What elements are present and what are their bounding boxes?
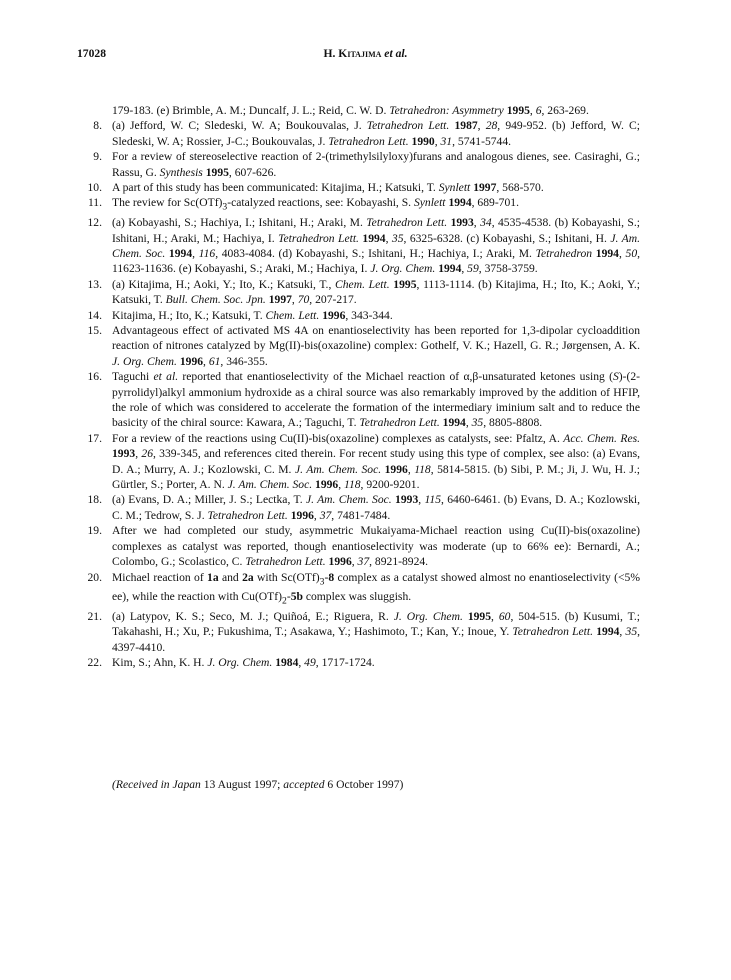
reference-text: 2 xyxy=(281,595,287,607)
reference-number: 19. xyxy=(87,524,102,538)
reference-text: 1996 xyxy=(322,308,346,322)
reference-text: 31 xyxy=(440,134,453,148)
reference-number: 16. xyxy=(87,370,102,384)
reference-item xyxy=(87,570,640,609)
reference-text: , xyxy=(203,354,209,368)
reference-text: Tetrahedron Lett. xyxy=(328,134,409,148)
reference-text: 118 xyxy=(414,462,431,476)
reference-item xyxy=(87,492,641,523)
reference-text: 1995 xyxy=(205,165,229,179)
reference-item xyxy=(87,323,640,369)
reference-item xyxy=(87,215,641,277)
reference-text: J. Org. Chem. xyxy=(370,262,436,276)
reference-text: The review for Sc(OTf) xyxy=(112,196,223,210)
reference-text: 35 xyxy=(391,231,404,245)
reference-text: , xyxy=(477,119,486,133)
reference-text: Tetrahedron Lett. xyxy=(512,625,594,639)
reference-text: (a) Kobayashi, S.; Hachiya, I.; Ishitani, H.; Araki, M. xyxy=(112,216,367,230)
reference-text: Tetrahedron: Asymmetry xyxy=(389,104,504,117)
reference-text: Tetrahedron Lett. xyxy=(278,231,359,245)
reference-text: 61 xyxy=(208,354,221,368)
reference-text: , xyxy=(407,462,415,476)
reference-text: (a) Kitajima, H.; Aoki, Y.; Ito, K.; Katsuki, T., xyxy=(112,277,336,291)
reference-text: , 343-344. xyxy=(345,308,393,322)
reference-text: Kitajima, H.; Ito, K.; Katsuki, T. xyxy=(112,308,266,322)
reference-text: 1996 xyxy=(384,462,408,476)
reference-number: 12. xyxy=(87,216,102,230)
reference-text: 1994 xyxy=(595,246,619,260)
reference-text: , 4535-4538. (b) Kobayashi, S.; Ishitani, H.; Araki, M.; Hachiya, I. xyxy=(112,216,640,245)
reference-text: 35 xyxy=(625,625,638,639)
reference-text: , 8921-8924. xyxy=(369,555,429,569)
reference-text: Taguchi xyxy=(112,370,154,384)
running-head xyxy=(0,47,731,60)
reference-text: , 263-269. xyxy=(541,104,589,117)
reference-item xyxy=(87,277,641,308)
reference-item xyxy=(87,180,640,195)
reference-text: 3 xyxy=(222,201,228,213)
reference-text: , xyxy=(291,293,298,307)
reference-text: A part of this study has been communicated: Kitajima, H.; Katsuki, T. xyxy=(112,181,439,195)
reference-text: 1996 xyxy=(315,478,339,492)
accepted-label: accepted xyxy=(283,778,325,791)
reference-item xyxy=(93,118,641,149)
reference-text: Synlett xyxy=(413,196,446,210)
reference-text: 8 xyxy=(328,570,335,584)
reference-text: Tetrahedron Lett. xyxy=(359,416,440,430)
reference-text: , 568-570. xyxy=(496,181,544,195)
reference-text: Tetrahedron Lett. xyxy=(366,119,450,133)
reference-text: J. Org. Chem. xyxy=(207,656,273,670)
reference-text: Michael reaction of xyxy=(112,570,208,584)
reference-text: , 8805-8808. xyxy=(483,416,543,430)
reference-text: , xyxy=(338,478,345,492)
reference-text: 1995 xyxy=(506,104,530,117)
reference-text: J. Am. Chem. Soc. xyxy=(227,478,313,492)
reference-text: , 6460-6461. (b) Evans, D. A.; Kozlowski, C. M.; Tedrow, S. J. xyxy=(112,493,641,522)
reference-text: 1993 xyxy=(395,493,419,507)
reference-text: , 5814-5815. (b) Sibi, P. M.; Ji, J. Wu, H. J.; Gürtler, S.; Porter, A. N. xyxy=(112,462,640,492)
reference-item xyxy=(93,149,640,180)
reference-text: 6 xyxy=(535,104,542,117)
reference-text: , 949-952. (b) Jefford, W. C; Sledeski, W. A; Rossier, J-C.; Boukouvalas, J. xyxy=(112,119,641,148)
reference-text: , 207-217. xyxy=(309,293,357,307)
reference-text: 49 xyxy=(304,656,316,670)
reference-text: complex was sluggish. xyxy=(302,590,412,604)
reference-item xyxy=(87,431,641,493)
reference-number: 9. xyxy=(93,150,102,164)
reference-text: (a) Jefford, W. C; Sledeski, W. A; Boukouvalas, J. xyxy=(112,119,367,133)
reference-text: 35 xyxy=(471,416,484,430)
reference-text: 28 xyxy=(485,119,498,133)
reference-text: (a) Evans, D. A.; Miller, J. S.; Lectka, T. xyxy=(112,493,306,507)
reference-text: Tetrahedron Lett. xyxy=(366,216,448,230)
reference-text: , xyxy=(529,104,536,117)
reference-text: - xyxy=(324,570,329,584)
reference-text: , 3758-3759. xyxy=(478,262,538,276)
reference-text: After we had completed our study, asymmetric Mukaiyama-Michael reaction using Cu(II)-bis(oxazoline) complexes as catalyst was reported, though enantioselectivity was moderate (up to 66% ee): Bernardi, A.; Colombo, G.; Scolastico, C. xyxy=(112,524,640,569)
reference-text: Tetrahedron Lett. xyxy=(245,555,326,569)
reference-text: , 7481-7484. xyxy=(331,508,391,522)
reference-text: 37 xyxy=(319,508,332,522)
reference-text: J. Am. Chem. Soc. xyxy=(305,493,392,507)
reference-text: Synthesis xyxy=(159,165,203,179)
reference-text: , 4397-4410. xyxy=(112,625,641,654)
reference-text: and xyxy=(218,570,243,584)
reference-text: , xyxy=(418,493,425,507)
reference-text: 60 xyxy=(498,609,511,623)
reference-text: 1996 xyxy=(328,555,352,569)
reference-text: 59 xyxy=(467,262,479,276)
received-date: 13 August 1997; xyxy=(200,778,284,791)
reference-text: 179-183. (e) Brimble, A. M.; Duncalf, J. L.; Reid, C. W. D. xyxy=(112,104,390,117)
reference-number: 11. xyxy=(87,196,102,210)
reference-list xyxy=(87,103,641,671)
reference-text: 1993 xyxy=(450,216,474,230)
reference-text: 116 xyxy=(198,246,216,260)
reference-text: 1987 xyxy=(454,119,478,133)
reference-text: 34 xyxy=(480,216,492,230)
reference-text: - xyxy=(286,590,291,604)
reference-text: S xyxy=(612,370,619,384)
reference-number: 20. xyxy=(87,570,102,584)
reference-text: , xyxy=(135,447,142,461)
reference-text: , xyxy=(298,656,305,670)
reference-text: -catalyzed reactions, see: Kobayashi, S. xyxy=(227,196,414,210)
reference-text: Chem. Lett. xyxy=(265,308,320,322)
reference-text: 1994 xyxy=(438,262,462,276)
reference-text: , 9200-9201. xyxy=(360,478,420,492)
reference-number: 13. xyxy=(87,277,102,291)
running-head-author-surname: itajima xyxy=(347,47,382,60)
reference-text: Synlett xyxy=(438,181,471,195)
reference-text: , xyxy=(351,555,358,569)
reference-text: Acc. Chem. Res. xyxy=(563,431,640,445)
accepted-date: 6 October 1997) xyxy=(324,778,404,791)
reference-number: 15. xyxy=(87,324,102,337)
reference-number: 8. xyxy=(93,119,102,133)
reference-text: , xyxy=(461,262,468,276)
running-head-et-al: et al. xyxy=(381,47,408,60)
reference-text: 1995 xyxy=(393,277,417,291)
reference-text: , xyxy=(491,609,499,623)
reference-number: 22. xyxy=(87,656,102,670)
reference-text: , 5741-5744. xyxy=(452,134,512,148)
reference-text: , xyxy=(385,231,392,245)
reference-text: Tetrahedron xyxy=(535,246,593,260)
reference-text: 115 xyxy=(424,493,441,507)
reference-text: , xyxy=(313,508,320,522)
reference-number: 10. xyxy=(87,181,102,195)
reference-text: reported that enantioselectivity of the Michael reaction of α,β-unsaturated ketones using ( xyxy=(178,370,613,384)
reference-text: , 1113-1114. (b) Kitajima, H.; Ito, K.; Aoki, Y.; Katsuki, T. xyxy=(112,277,641,307)
reference-text: complex as a catalyst showed almost no enantioselectivity (<5% ee), while the reaction with Cu(OTf) xyxy=(112,570,640,604)
reference-item xyxy=(112,103,640,118)
reference-text: Bull. Chem. Soc. Jpn. xyxy=(165,293,266,307)
reference-text: , 346-355. xyxy=(220,354,268,368)
reference-text: , xyxy=(619,625,626,639)
reference-number: 17. xyxy=(87,431,102,445)
reference-text: J. Org. Chem. xyxy=(112,354,177,368)
reference-text: 1990 xyxy=(411,134,435,148)
reference-text: 1984 xyxy=(275,656,299,670)
reference-text: , xyxy=(465,416,472,430)
reference-text: , 4083-4084. (d) Kobayashi, S.; Ishitani, H.; Hachiya, I.; Araki, M. xyxy=(215,246,536,260)
reference-text: 1994 xyxy=(448,196,472,210)
reference-text: , 689-701. xyxy=(471,196,519,210)
reference-text: Tetrahedron Lett. xyxy=(207,508,288,522)
reference-text: 26 xyxy=(141,447,153,461)
reference-text: , xyxy=(192,246,199,260)
received-accepted-note xyxy=(112,778,403,791)
reference-text: , xyxy=(618,246,626,260)
reference-number: 14. xyxy=(87,308,102,322)
reference-text: 3 xyxy=(319,575,325,587)
reference-text: 50 xyxy=(625,246,638,260)
reference-text: Advantageous effect of activated MS 4A on enantioselectivity has been reported for 1,3-dipolar cycloaddition reaction of nitrones catalyzed by Mg(II)-bis(oxazoline) complex: Gothelf, V. K.; Hazell, G. R.; Jørgensen, A. K. xyxy=(112,324,640,353)
reference-text: , 607-626. xyxy=(228,165,277,179)
reference-text: , 11623-11636. (e) Kobayashi, S.; Araki, M.; Hachiya, I. xyxy=(112,246,641,276)
reference-text: 37 xyxy=(357,555,370,569)
page-number: 17028 xyxy=(77,47,106,60)
received-label: (Received in Japan xyxy=(112,778,201,791)
reference-text: J. Am. Chem. Soc. xyxy=(112,231,641,260)
reference-text: )-(2-pyrrolidyl)alkyl ammonium hydroxide as a chiral source was also remarkably improved by the addition of HFIP, the role of which was considered to accelerate the formation of the intermediary iminium salt and to reduce the basicity of the chiral source: Kawara, A.; Taguchi, T. xyxy=(112,370,641,430)
reference-text: Kim, S.; Ahn, K. H. xyxy=(112,656,208,670)
reference-item xyxy=(87,195,640,215)
reference-text: J. Org. Chem. xyxy=(393,609,463,623)
reference-text: 70 xyxy=(297,293,310,307)
reference-text: 1996 xyxy=(290,508,314,522)
running-head-author-initial: H. K xyxy=(323,47,348,60)
reference-text: 2a xyxy=(242,570,254,584)
reference-item xyxy=(87,369,641,431)
reference-text: 118 xyxy=(344,478,361,492)
reference-text: et al. xyxy=(153,370,179,384)
reference-number: 21. xyxy=(87,609,102,623)
reference-text: with Sc(OTf) xyxy=(253,570,320,584)
reference-text: 1994 xyxy=(362,231,386,245)
reference-text: , xyxy=(434,134,441,148)
reference-text: 1997 xyxy=(473,181,497,195)
reference-text: For a review of stereoselective reaction of 2-(trimethylsilyloxy)furans and analogous dienes, see. Casiraghi, G.; Rassu, G. xyxy=(112,150,640,179)
reference-item xyxy=(87,308,640,323)
reference-text: For a review of the reactions using Cu(II)-bis(oxazoline) complexes as catalysts, see: Pfaltz, A. xyxy=(112,431,564,445)
reference-item xyxy=(87,523,640,569)
reference-text: J. Am. Chem. Soc. xyxy=(294,462,382,476)
reference-text: 5b xyxy=(290,590,303,604)
reference-text: 1993 xyxy=(112,447,136,461)
reference-text: , 504-515. (b) Kusumi, T.; Takahashi, H.; Xu, P.; Fukushima, T.; Asakawa, Y.; Hashimoto, T.; Kan, Y.; Inoue, Y. xyxy=(112,609,640,639)
reference-text: 1a xyxy=(207,570,219,584)
reference-text: 1994 xyxy=(168,246,193,260)
reference-text: , xyxy=(473,216,481,230)
reference-text: (a) Latypov, K. S.; Seco, M. J.; Quiñoá, E.; Riguera, R. xyxy=(112,609,394,623)
reference-text: , 6325-6328. (c) Kobayashi, S.; Ishitani, H. xyxy=(403,231,611,245)
reference-text: 1997 xyxy=(268,293,292,307)
reference-text: 1995 xyxy=(467,609,491,623)
reference-item xyxy=(87,609,641,655)
reference-text: Chem. Lett. xyxy=(335,277,390,291)
reference-text: 1994 xyxy=(596,625,620,639)
reference-text: , 1717-1724. xyxy=(315,656,375,670)
reference-text: , 339-345, and references cited therein. For recent study using this type of complex, see also: (a) Evans, D. A.; Murry, A. J.; Kozlowski, C. M. xyxy=(112,447,641,476)
reference-text: 1994 xyxy=(442,416,466,430)
reference-item xyxy=(87,655,640,670)
reference-text: 1996 xyxy=(179,354,204,368)
reference-number: 18. xyxy=(87,493,102,507)
